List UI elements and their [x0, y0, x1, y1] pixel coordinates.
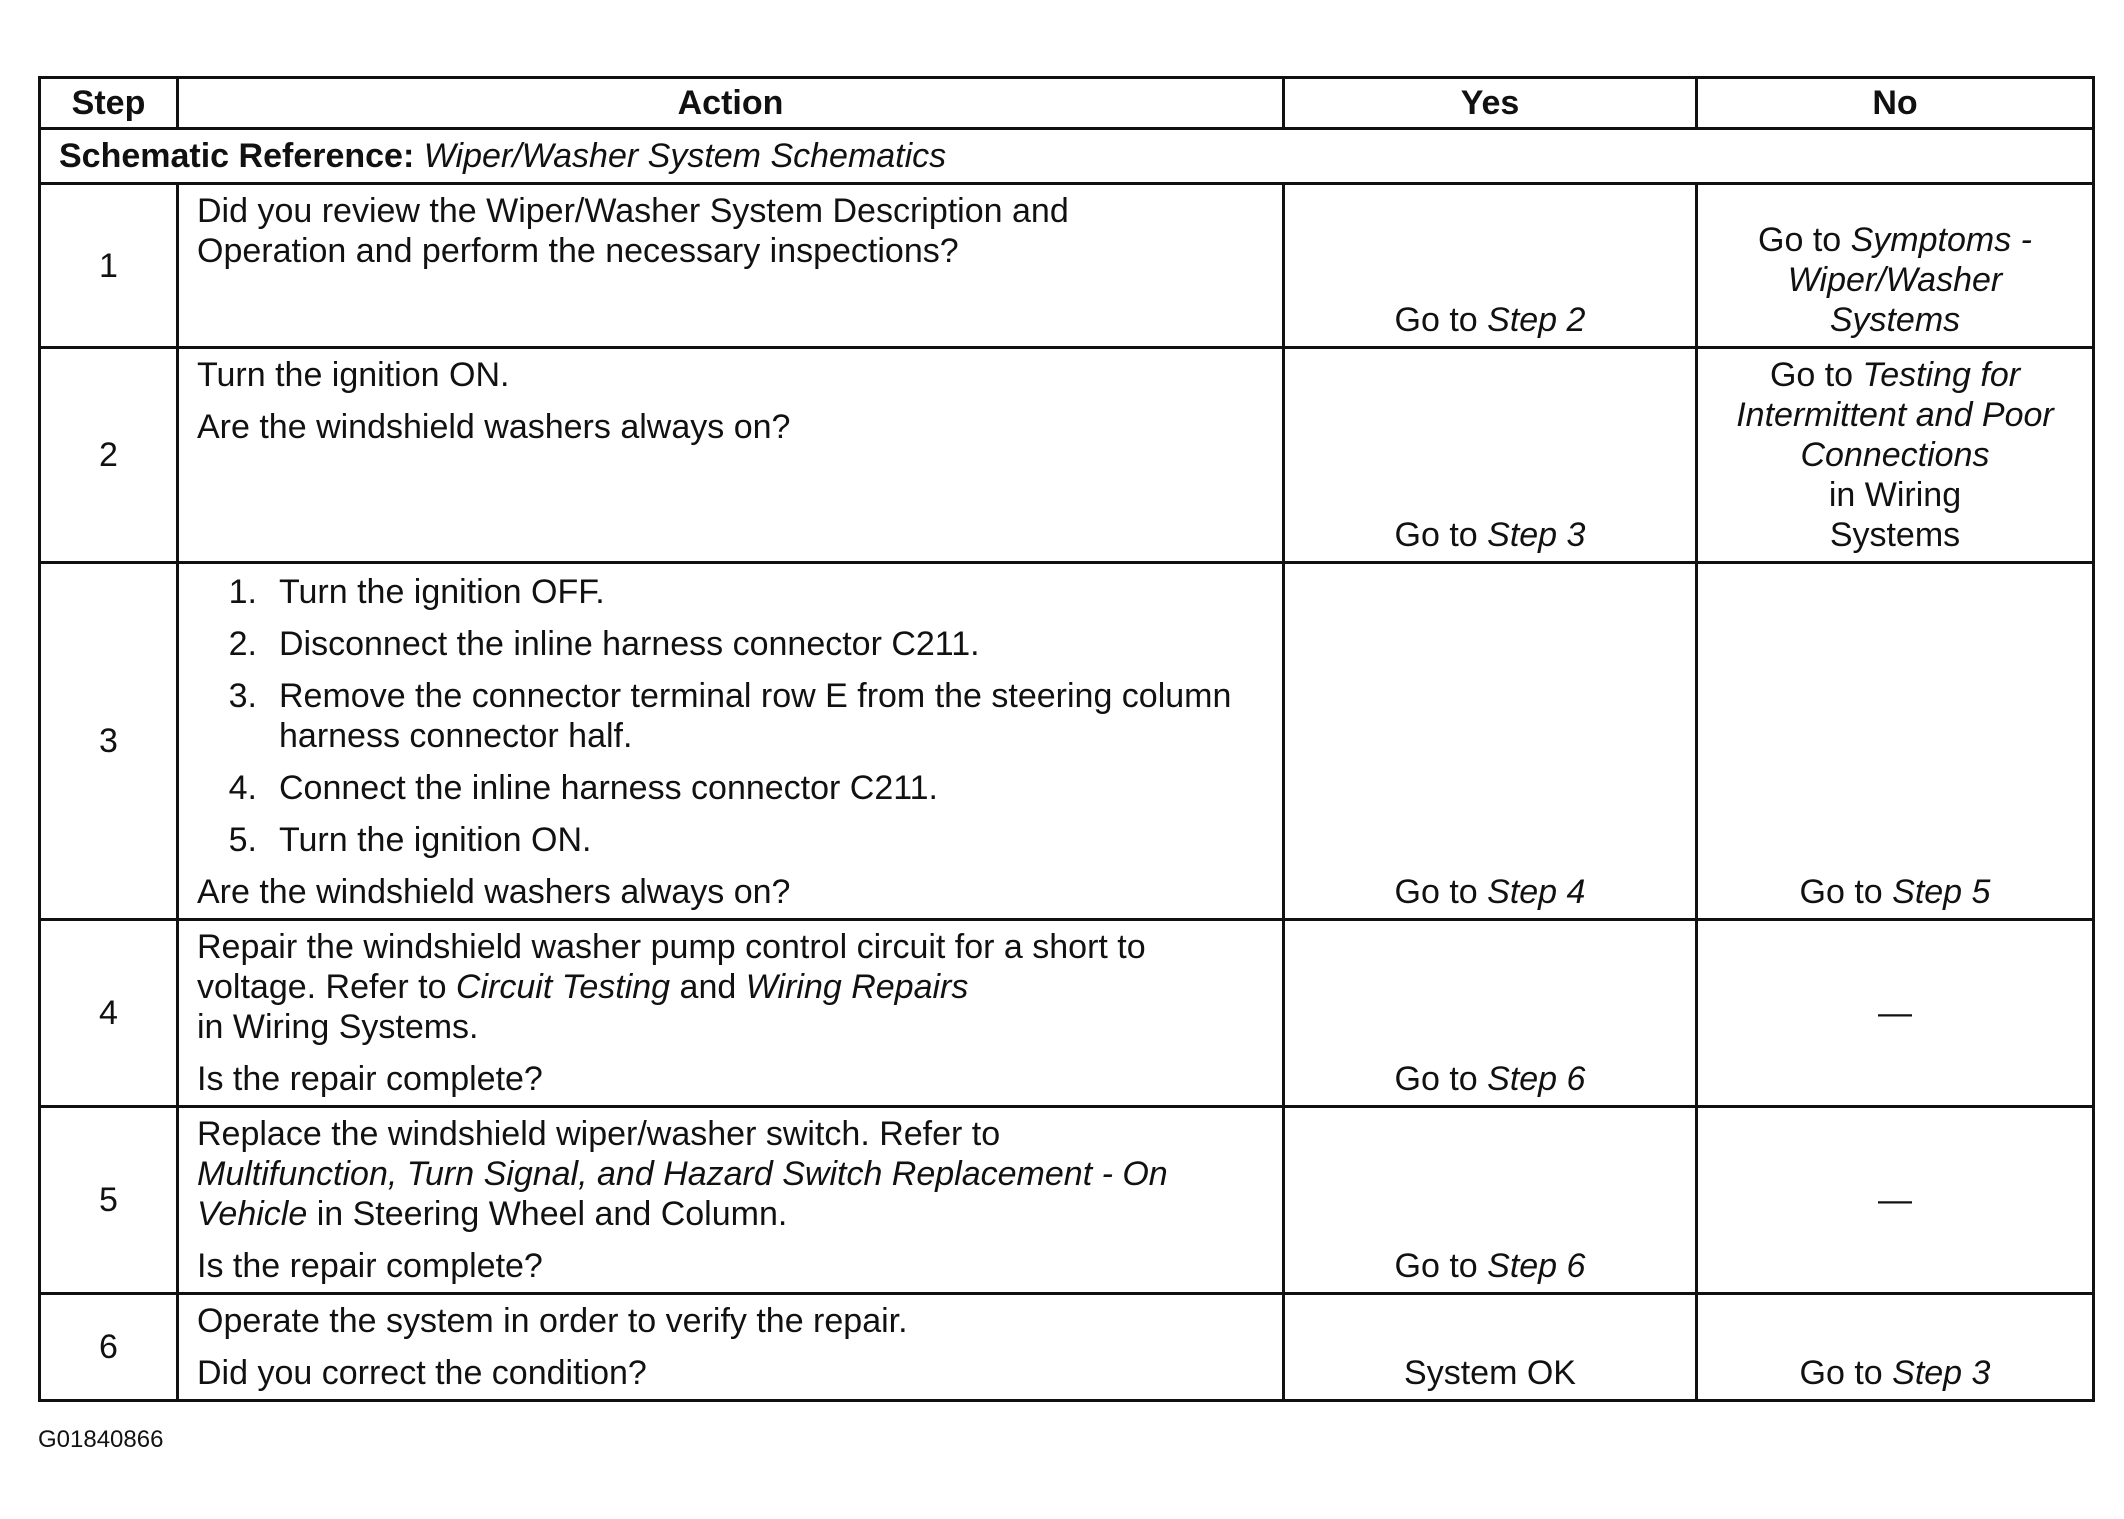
diagnostic-table	[38, 76, 2095, 1402]
substep-number: 1.	[228, 573, 257, 611]
substep-text: Remove the connector terminal row E from the steering column harness connector half.	[279, 677, 1232, 755]
action-text: Repair the windshield washer pump control circuit for a short to	[197, 928, 1146, 966]
no-prefix: Go to	[1769, 356, 1863, 394]
action-question: Are the windshield washers always on?	[197, 408, 791, 446]
substep-number: 5.	[228, 821, 257, 859]
no-cell	[1697, 1294, 2094, 1401]
substep-list	[197, 572, 1264, 860]
yes-cell: System OK	[1284, 1294, 1697, 1401]
no-prefix: Go to	[1758, 221, 1851, 259]
action-cell	[178, 920, 1284, 1107]
no-step-ref: Step 5	[1892, 873, 1991, 911]
substep-number: 4.	[228, 769, 257, 807]
action-question: Is the repair complete?	[197, 1247, 543, 1285]
substep-text: Turn the ignition OFF.	[279, 573, 605, 611]
action-cell	[178, 1107, 1284, 1294]
no-text: Systems	[1829, 516, 1961, 554]
list-item	[197, 820, 1264, 860]
header-no: No	[1697, 78, 2094, 129]
no-cell: —	[1697, 920, 2094, 1107]
no-cell	[1697, 184, 2094, 348]
action-text: Turn the ignition ON.	[197, 356, 510, 394]
action-cell	[178, 184, 1284, 348]
list-item	[197, 768, 1264, 808]
substep-text: Connect the inline harness connector C211.	[279, 769, 938, 807]
action-question: Are the windshield washers always on?	[197, 873, 791, 911]
schematic-reference-label: Schematic Reference:	[59, 137, 415, 175]
yes-cell	[1284, 563, 1697, 920]
action-question: Did you correct the condition?	[197, 1354, 647, 1392]
list-item	[197, 624, 1264, 664]
header-action: Action	[178, 78, 1284, 129]
action-text: in Wiring Systems.	[197, 1008, 479, 1046]
no-ref: Connections	[1800, 436, 1990, 474]
schematic-reference-cell	[40, 129, 2094, 184]
action-text: Operate the system in order to verify the repair.	[197, 1302, 908, 1340]
no-ref: Wiper/Washer	[1787, 261, 2003, 299]
table-row	[40, 920, 2094, 1107]
yes-step-ref: Step 6	[1487, 1060, 1586, 1098]
no-prefix: Go to	[1799, 873, 1893, 911]
table-row	[40, 348, 2094, 563]
no-prefix: Go to	[1799, 1354, 1893, 1392]
action-question: Is the repair complete?	[197, 1060, 543, 1098]
no-cell: —	[1697, 1107, 2094, 1294]
action-text: Operation and perform the necessary inspections?	[197, 232, 959, 270]
action-text: Did you review the Wiper/Washer System Description and	[197, 192, 1069, 230]
action-text: voltage. Refer to	[197, 968, 456, 1006]
table-row	[40, 563, 2094, 920]
yes-cell	[1284, 920, 1697, 1107]
header-yes: Yes	[1284, 78, 1697, 129]
schematic-reference-row	[40, 129, 2094, 184]
substep-text: Turn the ignition ON.	[279, 821, 592, 859]
yes-cell	[1284, 184, 1697, 348]
action-text: in Steering Wheel and Column.	[307, 1195, 788, 1233]
yes-step-ref: Step 2	[1487, 301, 1586, 339]
step-number: 4	[40, 920, 178, 1107]
no-ref: Intermittent and Poor	[1736, 396, 2054, 434]
table-row	[40, 184, 2094, 348]
schematic-reference-link: Wiper/Washer System Schematics	[423, 137, 947, 175]
no-ref: Testing for	[1862, 356, 2021, 394]
yes-step-ref: Step 3	[1487, 516, 1586, 554]
yes-step-ref: Step 4	[1487, 873, 1586, 911]
yes-prefix: Go to	[1394, 1060, 1488, 1098]
action-ref: Wiring Repairs	[745, 968, 969, 1006]
step-number: 6	[40, 1294, 178, 1401]
table-row	[40, 1107, 2094, 1294]
no-step-ref: Step 3	[1892, 1354, 1991, 1392]
action-cell	[178, 563, 1284, 920]
yes-prefix: Go to	[1394, 1247, 1488, 1285]
action-ref: Multifunction, Turn Signal, and Hazard Switch Replacement - On	[197, 1155, 1168, 1193]
step-number: 1	[40, 184, 178, 348]
action-ref: Circuit Testing	[455, 968, 671, 1006]
yes-prefix: Go to	[1394, 301, 1488, 339]
no-cell	[1697, 348, 2094, 563]
no-text: in Wiring	[1828, 476, 1962, 514]
step-number: 3	[40, 563, 178, 920]
action-cell	[178, 348, 1284, 563]
substep-number: 2.	[228, 625, 257, 663]
yes-prefix: Go to	[1394, 516, 1488, 554]
yes-cell	[1284, 1107, 1697, 1294]
substep-text: Disconnect the inline harness connector C211.	[279, 625, 980, 663]
list-item	[197, 676, 1264, 756]
yes-prefix: Go to	[1394, 873, 1488, 911]
action-ref: Vehicle	[197, 1195, 308, 1233]
action-cell	[178, 1294, 1284, 1401]
yes-step-ref: Step 6	[1487, 1247, 1586, 1285]
no-ref: Systems	[1829, 301, 1961, 339]
no-ref: Symptoms -	[1850, 221, 2032, 259]
no-cell	[1697, 563, 2094, 920]
step-number: 2	[40, 348, 178, 563]
table-row	[40, 1294, 2094, 1401]
yes-cell	[1284, 348, 1697, 563]
figure-id: G01840866	[38, 1426, 164, 1453]
action-text: Replace the windshield wiper/washer switch. Refer to	[197, 1115, 1001, 1153]
header-row	[40, 78, 2094, 129]
step-number: 5	[40, 1107, 178, 1294]
action-text: and	[670, 968, 746, 1006]
header-step: Step	[40, 78, 178, 129]
substep-number: 3.	[228, 677, 257, 715]
list-item	[197, 572, 1264, 612]
